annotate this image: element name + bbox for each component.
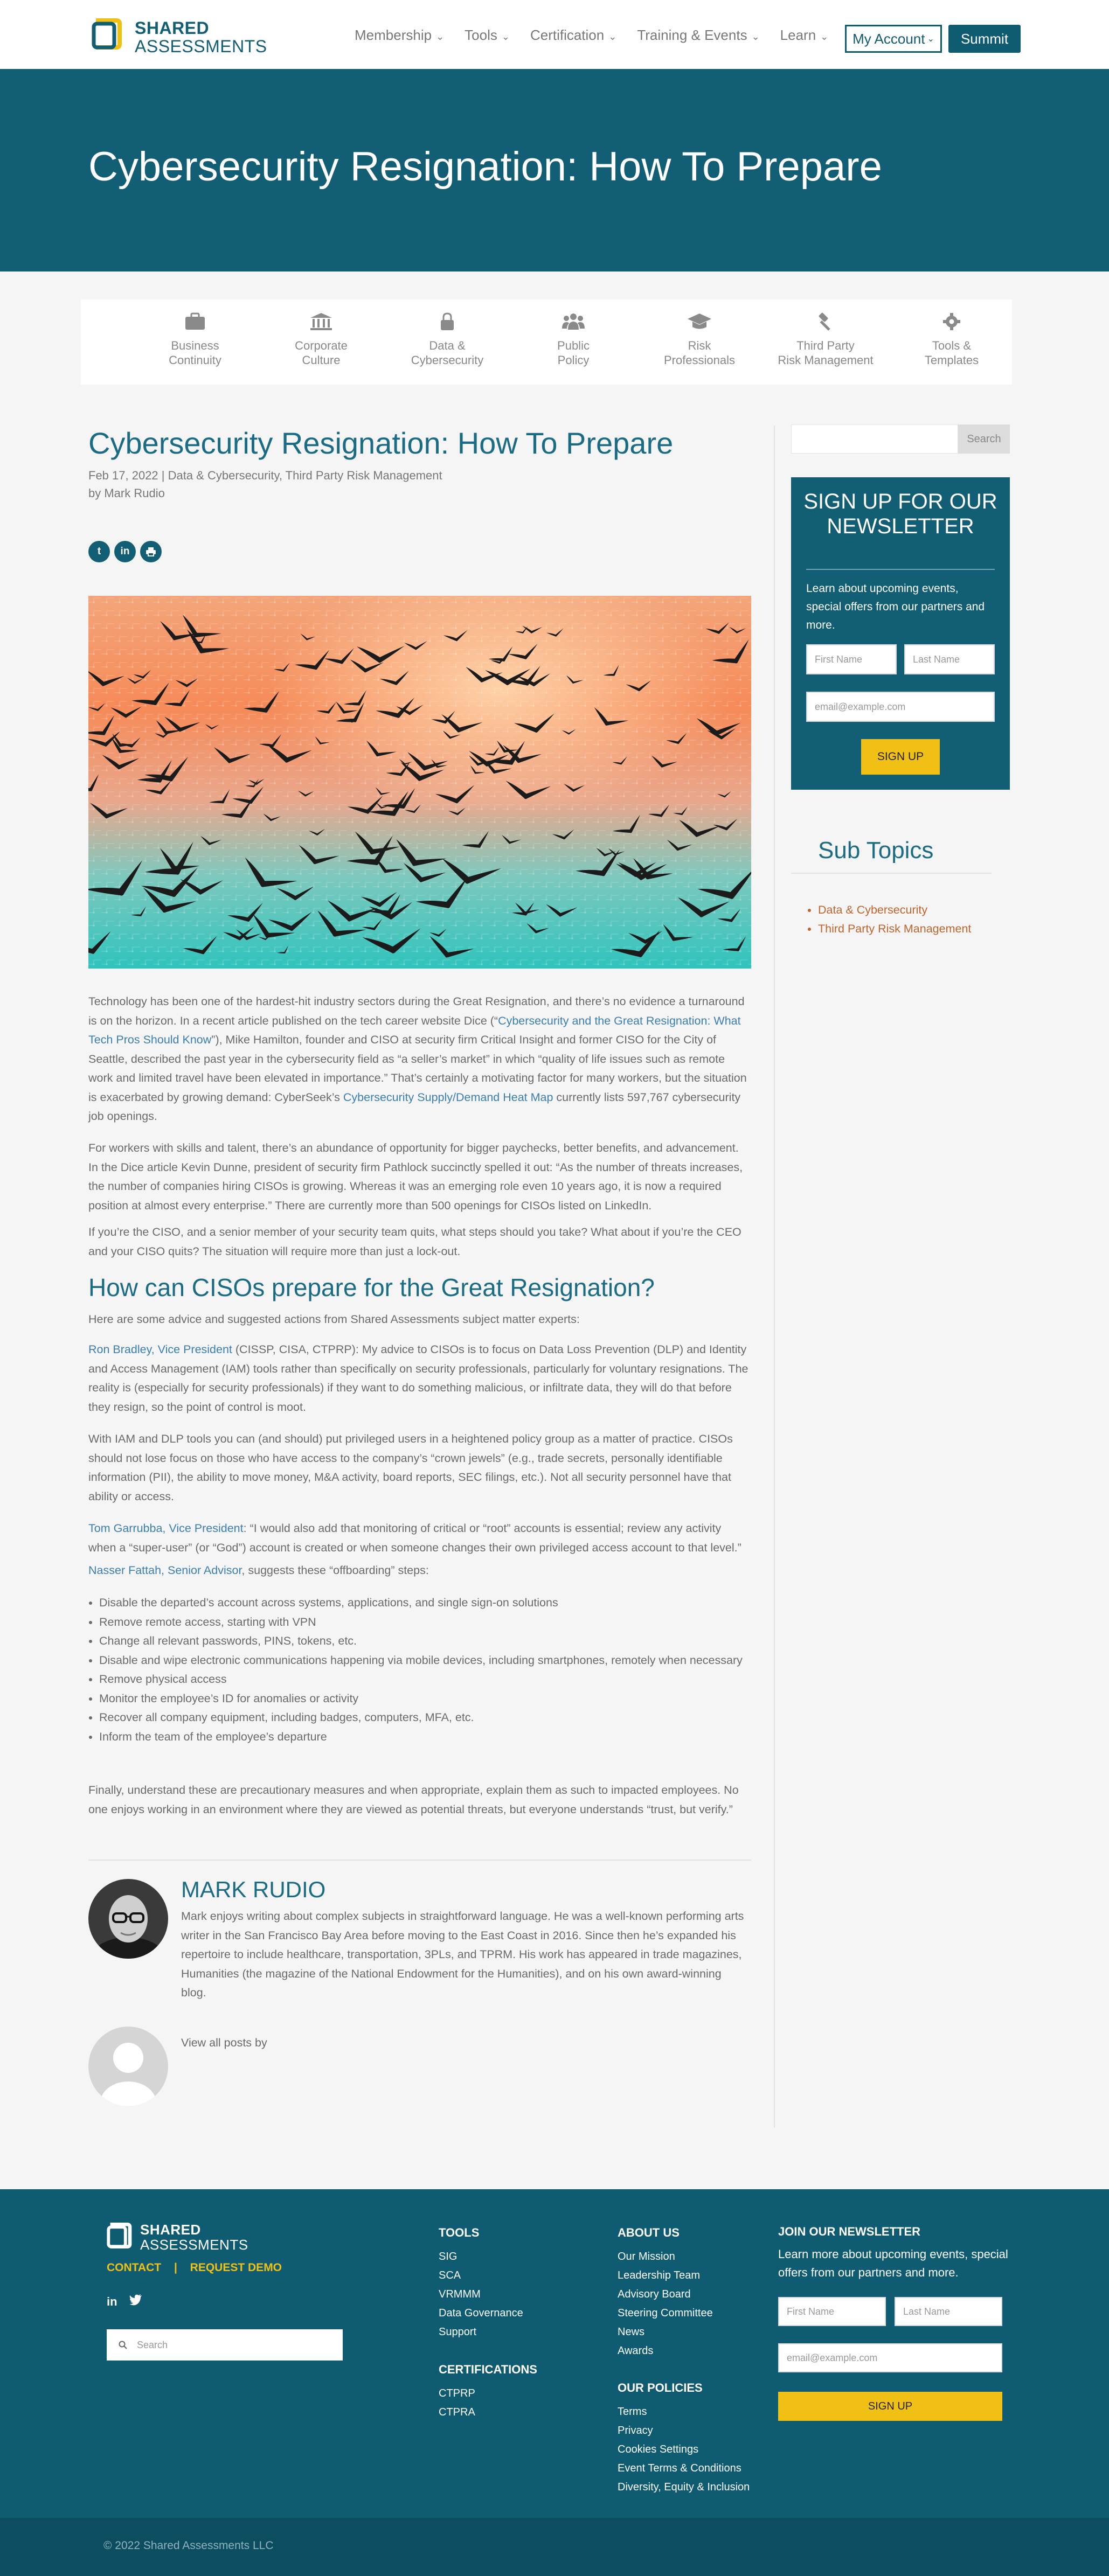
category-label: Tools & <box>932 339 972 352</box>
my-account-button[interactable] <box>845 25 942 53</box>
tom-garrubba-link[interactable]: Tom Garrubba, Vice President <box>88 1522 244 1535</box>
menu-item-learn[interactable] <box>780 27 829 44</box>
category-label: Corporate <box>295 339 348 352</box>
category-label: Continuity <box>169 353 221 367</box>
footer-first-name-field[interactable]: First Name <box>778 2297 886 2326</box>
printer-icon <box>145 547 156 556</box>
category-bar <box>81 300 1012 385</box>
article <box>88 426 751 2049</box>
linkedin-icon[interactable]: in <box>107 2295 117 2308</box>
menu-item-tools[interactable] <box>465 27 510 44</box>
my-account-label: My Account <box>852 30 925 47</box>
about-heading: ABOUT US <box>618 2226 680 2239</box>
lock-icon <box>439 312 455 331</box>
category-label: Risk <box>688 339 711 352</box>
policies-heading: OUR POLICIES <box>618 2381 703 2394</box>
footer-link[interactable]: SCA <box>439 2269 461 2281</box>
logo-text-line2: ASSESSMENTS <box>135 37 267 56</box>
footer-sign-up-button[interactable]: SIGN UP <box>778 2392 1002 2421</box>
category-business-continuity[interactable] <box>141 312 249 367</box>
menu-item-training-events[interactable] <box>637 27 759 44</box>
paragraph-4: Here are some advice and suggested actions from Shared Assessments subject matter experts: <box>88 1313 580 1326</box>
footer-cta-links <box>107 2261 282 2274</box>
sub-topics-title: Sub Topics <box>818 837 934 864</box>
print-icon[interactable] <box>140 541 162 562</box>
search-button[interactable]: Search <box>958 424 1010 454</box>
heat-map-link[interactable]: Cybersecurity Supply/Demand Heat Map <box>343 1090 553 1104</box>
bank-icon <box>309 312 333 331</box>
top-navigation <box>0 0 1109 69</box>
p5-text: (CISSP, CISA, CTPRP): My advice to CISOs is to focus on Data Loss Prevention (DLP) and Identity and Access Management (IAM) tools rather than specifically on security professionals, particularly for voluntary resignations. The reality is (especially for security professionals) if they want to do something malicious, or infiltrate data, they will do that before they resign, so the point of control is moot. <box>88 1343 748 1414</box>
footer-link[interactable]: Awards <box>618 2345 654 2357</box>
footer-newsletter-title: JOIN OUR NEWSLETTER <box>778 2225 921 2238</box>
p8-text: , suggests these “offboarding” steps: <box>241 1564 429 1577</box>
category-risk-professionals[interactable] <box>646 312 753 367</box>
sidebar-divider <box>774 426 775 2128</box>
category-label: Cybersecurity <box>411 353 484 367</box>
ron-bradley-link[interactable]: Ron Bradley, Vice President <box>88 1343 232 1356</box>
list-item: • Change all relevant passwords, PINS, tokens, etc. <box>99 1632 746 1651</box>
category-third-party-risk[interactable] <box>772 312 879 367</box>
divider <box>88 1860 751 1861</box>
flock-of-birds-image <box>88 596 751 969</box>
category-label: Data & <box>429 339 466 352</box>
author-avatar <box>88 1879 168 1959</box>
footer-link[interactable]: VRMMM <box>439 2288 481 2300</box>
about-links <box>618 2247 713 2361</box>
copyright: © 2022 Shared Assessments LLC <box>103 2539 274 2552</box>
certifications-links <box>439 2384 475 2422</box>
category-label: Third Party <box>796 339 855 352</box>
footer-link[interactable]: Data Governance <box>439 2307 523 2319</box>
footer-newsletter-description: Learn more about upcoming events, special offers from our partners and more. <box>778 2247 1008 2279</box>
footer-link[interactable]: Support <box>439 2326 477 2338</box>
footer-bottom-bar <box>0 2518 1109 2576</box>
footer-link[interactable]: Privacy <box>618 2425 653 2436</box>
chevron-down-icon: ⌄ <box>927 34 934 44</box>
chevron-down-icon: ⌄ <box>751 31 760 42</box>
search-input[interactable] <box>791 424 958 454</box>
site-footer <box>0 2189 1109 2518</box>
category-corporate-culture[interactable] <box>267 312 375 367</box>
menu-label: Tools <box>465 27 497 43</box>
category-label: Policy <box>557 353 590 367</box>
menu-label: Membership <box>355 27 432 43</box>
list-item: • Monitor the employee’s ID for anomalies or activity <box>99 1689 746 1709</box>
placeholder-avatar <box>88 2027 168 2106</box>
footer-link[interactable]: CTPRP <box>439 2387 475 2399</box>
menu-label: Certification <box>530 27 605 43</box>
tools-heading: TOOLS <box>439 2226 480 2239</box>
chevron-down-icon: ⌄ <box>436 31 445 42</box>
sub-topics-list <box>818 901 971 938</box>
category-label: Professionals <box>663 353 736 367</box>
twitter-share-icon[interactable]: t <box>88 541 110 562</box>
list-item: • Remove physical access <box>99 1670 746 1689</box>
dice-article-link[interactable]: Cybersecurity and the Great Resignation: What Tech Pros Should Know <box>88 1014 741 1046</box>
category-public-policy[interactable] <box>519 312 627 367</box>
briefcase-icon <box>184 312 206 331</box>
hero-title: Cybersecurity Resignation: How To Prepare <box>88 144 882 190</box>
list-item: • Disable the departed’s account across systems, applications, and single sign-on solutions <box>99 1593 746 1613</box>
article-meta: Feb 17, 2022 | Data & Cybersecurity, Third Party Risk Management <box>88 469 442 482</box>
category-label: Templates <box>924 353 979 367</box>
p1-text-b: ”), Mike Hamilton, founder and CISO at security firm Critical Insight and former CISO for the City of Seattle, described the past year in the cybersecurity field as “a seller’s market” in which “quality of life issues such as remote work and limited travel have been elevated in importance.” That’s certainly a motivating factor for many workers, but the situation is exacerbated by growing demand: CyberSeek’s <box>88 1033 747 1104</box>
gear-icon <box>942 312 961 331</box>
list-item: • Disable and wipe electronic communications happening via mobile devices, including smartphones, remotely when necessary <box>99 1651 746 1670</box>
footer-link[interactable]: Terms <box>618 2406 647 2418</box>
list-item: • Remove remote access, starting with VPN <box>99 1613 746 1632</box>
linkedin-share-icon[interactable]: in <box>114 541 136 562</box>
footer-search-input[interactable] <box>107 2329 343 2361</box>
last-name-field[interactable]: Last Name <box>904 644 995 674</box>
menu-label: Learn <box>780 27 816 43</box>
email-field[interactable]: email@example.com <box>806 692 995 722</box>
newsletter-divider <box>806 569 995 570</box>
logo-text-line1: SHARED <box>135 18 210 38</box>
paragraph-9: Finally, understand these are precautionary measures and when appropriate, explain them as such to impacted employees. No one enjoys working in an environment where they are viewed as potential threats, but everyone understands “trust, but verify.” <box>88 1784 739 1816</box>
chevron-down-icon: ⌄ <box>608 31 617 42</box>
logo-mark-icon <box>107 2222 133 2250</box>
paragraph-8 <box>88 1561 751 1581</box>
offboarding-steps-list <box>99 1593 746 1746</box>
article-title: Cybersecurity Resignation: How To Prepare <box>88 426 674 460</box>
summit-button[interactable]: Summit <box>948 25 1021 53</box>
people-icon <box>562 312 585 331</box>
paragraph-1 <box>88 992 751 1126</box>
footer-link[interactable]: Steering Committee <box>618 2307 713 2319</box>
separator: | <box>174 2261 177 2274</box>
paragraph-3: If you’re the CISO, and a senior member of your security team quits, what steps should you take? What about if you’re the CEO and your CISO quits? The situation will require more than just a lock-out. <box>88 1226 741 1258</box>
p1-text-c: currently lists 597,767 cybersecurity job openings. <box>88 1090 741 1123</box>
main-menu <box>355 27 849 44</box>
footer-last-name-field[interactable]: Last Name <box>895 2297 1002 2326</box>
view-all-posts-link[interactable]: View all posts by <box>181 2036 267 2049</box>
article-hero-image <box>88 596 751 969</box>
user-placeholder-icon <box>88 2027 168 2106</box>
footer-link[interactable]: Diversity, Equity & Inclusion <box>618 2481 750 2493</box>
nasser-fattah-link[interactable]: Nasser Fattah, Senior Advisor <box>88 1564 242 1577</box>
footer-logo-line1: SHARED <box>140 2222 201 2238</box>
category-label: Business <box>171 339 219 352</box>
hero-banner <box>0 69 1109 271</box>
footer-email-field[interactable]: email@example.com <box>778 2343 1002 2372</box>
footer-search-placeholder: Search <box>137 2339 168 2350</box>
menu-item-certification[interactable] <box>530 27 616 44</box>
author-bio: Mark enjoys writing about complex subjects in straightforward language. He was a well-known performing arts writer in the San Francisco Bay Area before moving to the East Coast in 2016. Since then he’s expanded his repertoire to include healthcare, transportation, 3PLs, and TPRM. His work has appeared in trade magazines, Humanities (the magazine of the National Endowment for the Humanities), and on his own award-winning blog. <box>181 1910 744 1999</box>
p1-text-a: Technology has been one of the hardest-hit industry sectors during the Great Resignation, and there’s no evidence a turnaround is on the horizon. In a recent article published on the tech career website Dice (“ <box>88 995 745 1027</box>
request-demo-link[interactable]: REQUEST DEMO <box>190 2261 282 2274</box>
menu-label: Training & Events <box>637 27 747 43</box>
chevron-down-icon: ⌄ <box>501 31 510 42</box>
category-tools-templates[interactable] <box>898 312 1006 367</box>
tools-links <box>439 2247 523 2342</box>
article-byline: by Mark Rudio <box>88 486 165 500</box>
footer-link[interactable]: News <box>618 2326 645 2338</box>
logo-mark-icon <box>92 17 123 51</box>
footer-link[interactable]: Leadership Team <box>618 2269 701 2281</box>
paragraph-5 <box>88 1340 751 1417</box>
newsletter-description: Learn about upcoming events, special offers from our partners and more. <box>806 582 985 631</box>
p7-text: : “I would also add that monitoring of critical or “root” accounts is essential; review any activity when a “super-user” (or “God”) account is created or when someone changes their own privileged access account to that level.” <box>88 1522 741 1554</box>
chevron-down-icon: ⌄ <box>820 31 829 42</box>
newsletter-title: SIGN UP FOR OUR NEWSLETTER <box>803 490 997 538</box>
search-icon <box>119 2341 127 2349</box>
list-item: • Inform the team of the employee’s departure <box>99 1728 746 1747</box>
footer-link[interactable]: Cookies Settings <box>618 2443 699 2455</box>
section-heading: How can CISOs prepare for the Great Resignation? <box>88 1273 655 1301</box>
certifications-heading: CERTIFICATIONS <box>439 2363 537 2376</box>
gavel-icon <box>815 312 836 331</box>
footer-link[interactable]: Advisory Board <box>618 2288 691 2300</box>
footer-logo-line2: ASSESSMENTS <box>140 2237 248 2253</box>
author-name[interactable]: MARK RUDIO <box>181 1877 326 1902</box>
category-data-cybersecurity[interactable] <box>393 312 501 367</box>
site-logo[interactable] <box>92 16 269 54</box>
sub-topics-divider <box>791 873 992 874</box>
graduation-cap-icon <box>687 312 712 331</box>
sub-topic-data-cybersecurity[interactable]: • Data & Cybersecurity <box>818 901 971 920</box>
footer-logo[interactable] <box>107 2220 268 2253</box>
footer-link[interactable]: CTPRA <box>439 2406 475 2418</box>
paragraph-7 <box>88 1519 751 1557</box>
category-label: Culture <box>302 353 341 367</box>
footer-link[interactable]: SIG <box>439 2251 458 2262</box>
first-name-field[interactable]: First Name <box>806 644 897 674</box>
footer-link[interactable]: Our Mission <box>618 2251 675 2262</box>
newsletter-signup-box <box>791 477 1010 790</box>
category-label: Risk Management <box>778 353 874 367</box>
paragraph-2: For workers with skills and talent, there’s an abundance of opportunity for bigger paychecks, better benefits, and advancement. In the Dice article Kevin Dunne, president of security firm Pathlock succinctly spelled it out: “As the number of threats increases, the number of companies hiring CISOs is growing. Whereas it was an emerging role even 10 years ago, it is now a required position at almost every enterprise.” There are currently more than 500 openings for CISOs listed on LinkedIn. <box>88 1141 743 1212</box>
category-label: Public <box>557 339 590 352</box>
twitter-icon[interactable] <box>129 2294 142 2306</box>
policies-links <box>618 2403 750 2497</box>
footer-link[interactable]: Event Terms & Conditions <box>618 2462 741 2474</box>
list-item: • Recover all company equipment, including badges, computers, MFA, etc. <box>99 1708 746 1728</box>
sub-topic-third-party-risk[interactable]: • Third Party Risk Management <box>818 920 971 938</box>
contact-link[interactable]: CONTACT <box>107 2261 162 2274</box>
menu-item-membership[interactable] <box>355 27 444 44</box>
sign-up-button[interactable]: SIGN UP <box>861 739 940 775</box>
paragraph-6: With IAM and DLP tools you can (and should) put privileged users in a heightened policy group as a matter of practice. CISOs should not lose focus on those who have access to the company’s “crown jewels” (e.g., trade secrets, personally identifiable information (PII), the ability to move money, M&A activity, board reports, SEC filings, etc.). Not all security personnel have that ability or access. <box>88 1432 733 1503</box>
author-photo <box>88 1879 168 1959</box>
